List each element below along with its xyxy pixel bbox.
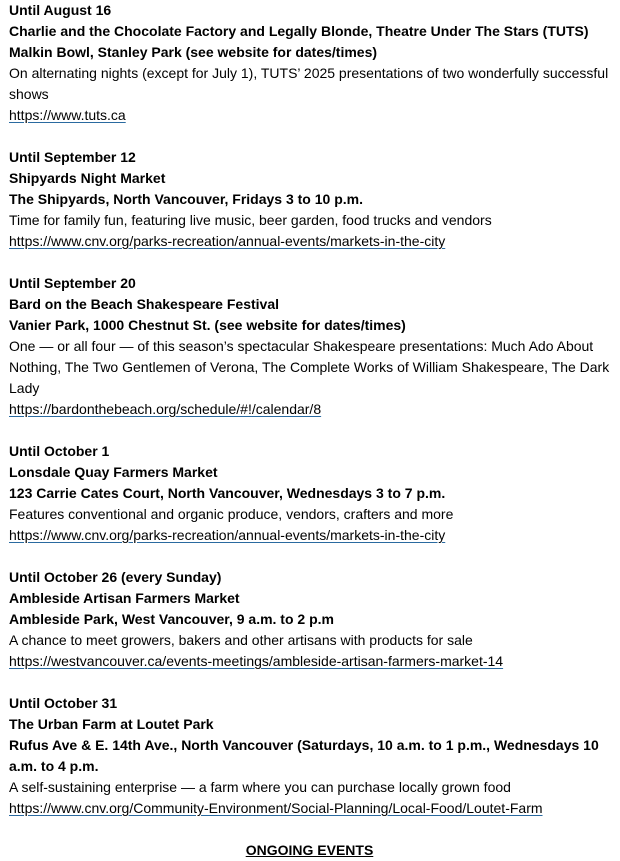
- event-shipyards-night-market: [9, 147, 610, 252]
- event-link[interactable]: https://www.cnv.org/Community-Environment/Social-Planning/Local-Food/Loutet-Farm: [9, 800, 543, 816]
- event-title: Ambleside Artisan Farmers Market: [9, 590, 240, 606]
- event-link[interactable]: https://westvancouver.ca/events-meetings/ambleside-artisan-farmers-market-14: [9, 653, 504, 669]
- event-description: Features conventional and organic produce, vendors, crafters and more: [9, 506, 454, 522]
- event-description: One — or all four — of this season’s spectacular Shakespeare presentations: Much Ado About Nothing, The Two Gentlemen of Verona, The Complete Works of William Shakespeare, The Dark Lady: [9, 338, 610, 396]
- event-location: Rufus Ave & E. 14th Ave., North Vancouver (Saturdays, 10 a.m. to 1 p.m., Wednesdays 10 a.m. to 4 p.m.: [9, 737, 599, 774]
- event-tuts: [9, 0, 610, 126]
- event-link[interactable]: https://www.cnv.org/parks-recreation/annual-events/markets-in-the-city: [9, 233, 446, 249]
- event-title: Charlie and the Chocolate Factory and Legally Blonde, Theatre Under The Stars (TUTS): [9, 23, 589, 39]
- event-date: Until October 31: [9, 695, 118, 711]
- event-date: Until September 12: [9, 149, 136, 165]
- event-location: Vanier Park, 1000 Chestnut St. (see website for dates/times): [9, 317, 406, 333]
- event-date: Until September 20: [9, 275, 136, 291]
- event-title: Bard on the Beach Shakespeare Festival: [9, 296, 279, 312]
- event-urban-farm-loutet-park: [9, 693, 610, 819]
- event-location: Ambleside Park, West Vancouver, 9 a.m. to 2 p.m: [9, 611, 334, 627]
- event-link[interactable]: https://www.cnv.org/parks-recreation/annual-events/markets-in-the-city: [9, 527, 446, 543]
- event-ambleside-artisan-farmers-market: [9, 567, 610, 672]
- event-date: Until October 1: [9, 443, 110, 459]
- event-title: Lonsdale Quay Farmers Market: [9, 464, 218, 480]
- event-date: Until October 26 (every Sunday): [9, 569, 222, 585]
- event-date: Until August 16: [9, 2, 112, 18]
- event-link[interactable]: https://www.tuts.ca: [9, 107, 126, 123]
- event-description: Time for family fun, featuring live music, beer garden, food trucks and vendors: [9, 212, 492, 228]
- event-location: The Shipyards, North Vancouver, Fridays 3 to 10 p.m.: [9, 191, 363, 207]
- event-bard-on-the-beach: [9, 273, 610, 420]
- event-title: Shipyards Night Market: [9, 170, 166, 186]
- event-description: A self-sustaining enterprise — a farm where you can purchase locally grown food: [9, 779, 511, 795]
- ongoing-events-heading: ONGOING EVENTS: [245, 842, 374, 858]
- event-lonsdale-quay-farmers-market: [9, 441, 610, 546]
- event-description: On alternating nights (except for July 1), TUTS’ 2025 presentations of two wonderfully successful shows: [9, 65, 609, 102]
- event-description: A chance to meet growers, bakers and other artisans with products for sale: [9, 632, 473, 648]
- event-location: Malkin Bowl, Stanley Park (see website for dates/times): [9, 44, 378, 60]
- event-link[interactable]: https://bardonthebeach.org/schedule/#!/calendar/8: [9, 401, 322, 417]
- event-title: The Urban Farm at Loutet Park: [9, 716, 214, 732]
- event-location: 123 Carrie Cates Court, North Vancouver, Wednesdays 3 to 7 p.m.: [9, 485, 446, 501]
